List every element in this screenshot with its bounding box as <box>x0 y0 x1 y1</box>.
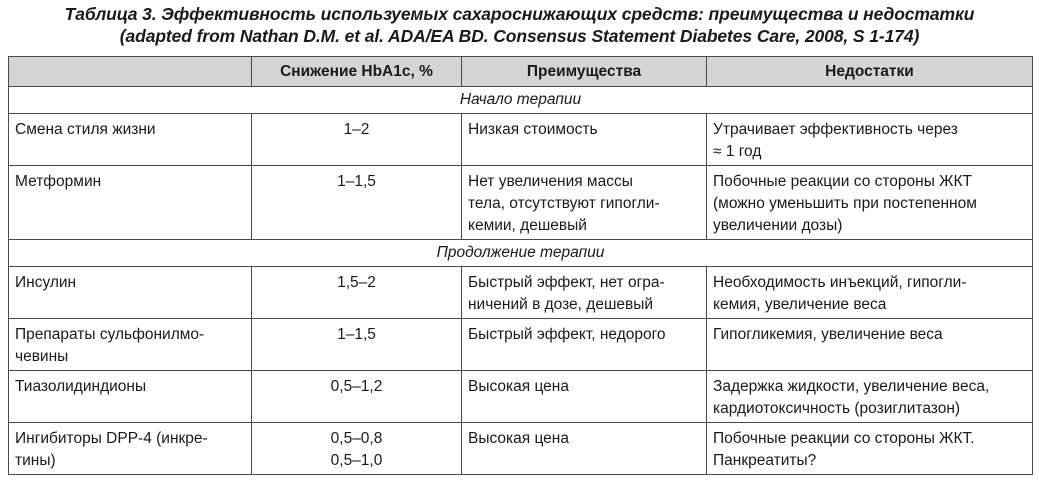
cell-line: Побочные реакции со стороны ЖКТ <box>713 173 972 190</box>
cell-line: чевины <box>15 348 69 365</box>
table-row <box>9 166 1033 240</box>
cell-line: 1–1,5 <box>337 173 376 190</box>
cell-line: увеличении дозы) <box>713 217 843 234</box>
cell-disadvantages <box>707 319 1033 371</box>
cell-line: Высокая цена <box>468 430 569 447</box>
cell-line: 1,5–2 <box>337 274 376 291</box>
cell-line: (можно уменьшить при постепенном <box>713 195 977 212</box>
cell-advantages <box>462 319 707 371</box>
cell-disadvantages <box>707 371 1033 423</box>
section-title: Начало терапии <box>9 87 1033 114</box>
cell-line: тела, отсутствуют гипогли- <box>468 195 660 212</box>
cell-line: Препараты сульфонилмо- <box>15 326 205 343</box>
cell-line: Утрачивает эффективность через <box>713 121 958 138</box>
table-row <box>9 423 1033 475</box>
caption-source: (adapted from Nathan D.M. et al. ADA/EA BD. Consensus Statement Diabetes Care, 2008, S 1-174) <box>119 26 920 46</box>
caption-title: Таблица 3. Эффективность используемых сахароснижающих средств: преимущества и недостатки <box>64 4 975 24</box>
cell-advantages <box>462 114 707 166</box>
cell-line: 0,5–1,2 <box>330 378 383 395</box>
cell-line: ничений в дозе, дешевый <box>468 296 654 313</box>
cell-hba1c-reduction <box>252 371 462 423</box>
cell-line: Низкая стоимость <box>468 121 598 138</box>
table-row <box>9 267 1033 319</box>
cell-line: Быстрый эффект, нет огра- <box>468 274 665 291</box>
table-caption <box>8 3 1031 47</box>
cell-drug <box>9 267 252 319</box>
cell-disadvantages <box>707 267 1033 319</box>
section-title: Продолжение терапии <box>9 240 1033 267</box>
cell-hba1c-reduction <box>252 423 462 475</box>
header-advantages: Преимущества <box>462 57 707 87</box>
table-body <box>9 87 1033 475</box>
cell-advantages <box>462 166 707 240</box>
header-drug <box>9 57 252 87</box>
cell-line: Нет увеличения массы <box>468 173 633 190</box>
cell-line: Побочные реакции со стороны ЖКТ. <box>713 430 975 447</box>
cell-line: Гипогликемия, увеличение веса <box>713 326 943 343</box>
cell-disadvantages <box>707 114 1033 166</box>
cell-line: 0,5–0,8 <box>330 430 383 447</box>
cell-line: ≈ 1 год <box>713 143 762 160</box>
header-reduction: Снижение HbA1c, % <box>252 57 462 87</box>
cell-disadvantages <box>707 423 1033 475</box>
cell-line: Высокая цена <box>468 378 569 395</box>
cell-line: Панкреатиты? <box>713 452 817 469</box>
cell-hba1c-reduction <box>252 267 462 319</box>
cell-line: 0,5–1,0 <box>330 452 383 469</box>
cell-hba1c-reduction <box>252 166 462 240</box>
cell-hba1c-reduction <box>252 319 462 371</box>
section-row <box>9 87 1033 114</box>
cell-hba1c-reduction <box>252 114 462 166</box>
header-disadvantages: Недостатки <box>707 57 1033 87</box>
cell-line: 1–1,5 <box>337 326 376 343</box>
cell-line: тины) <box>15 452 56 469</box>
cell-disadvantages <box>707 166 1033 240</box>
cell-line: Инсулин <box>15 274 77 291</box>
table-row <box>9 114 1033 166</box>
cell-line: Необходимость инъекций, гипогли- <box>713 274 967 291</box>
cell-drug <box>9 319 252 371</box>
cell-line: Метформин <box>15 173 102 190</box>
cell-drug <box>9 166 252 240</box>
table-row <box>9 371 1033 423</box>
cell-advantages <box>462 371 707 423</box>
cell-line: кардиотоксичность (розиглитазон) <box>713 400 961 417</box>
cell-line: Смена стиля жизни <box>15 121 156 138</box>
cell-line: Задержка жидкости, увеличение веса, <box>713 378 990 395</box>
cell-line: Тиазолидиндионы <box>15 378 147 395</box>
cell-advantages <box>462 267 707 319</box>
table-row <box>9 319 1033 371</box>
cell-drug <box>9 423 252 475</box>
cell-advantages <box>462 423 707 475</box>
cell-line: 1–2 <box>343 121 370 138</box>
section-row <box>9 240 1033 267</box>
table-header-row <box>9 57 1033 87</box>
cell-drug <box>9 114 252 166</box>
cell-line: Ингибиторы DPP-4 (инкре- <box>15 430 208 447</box>
cell-line: кемии, дешевый <box>468 217 587 234</box>
cell-line: Быстрый эффект, недорого <box>468 326 666 343</box>
cell-line: кемия, увеличение веса <box>713 296 887 313</box>
efficacy-table <box>8 56 1033 475</box>
cell-drug <box>9 371 252 423</box>
